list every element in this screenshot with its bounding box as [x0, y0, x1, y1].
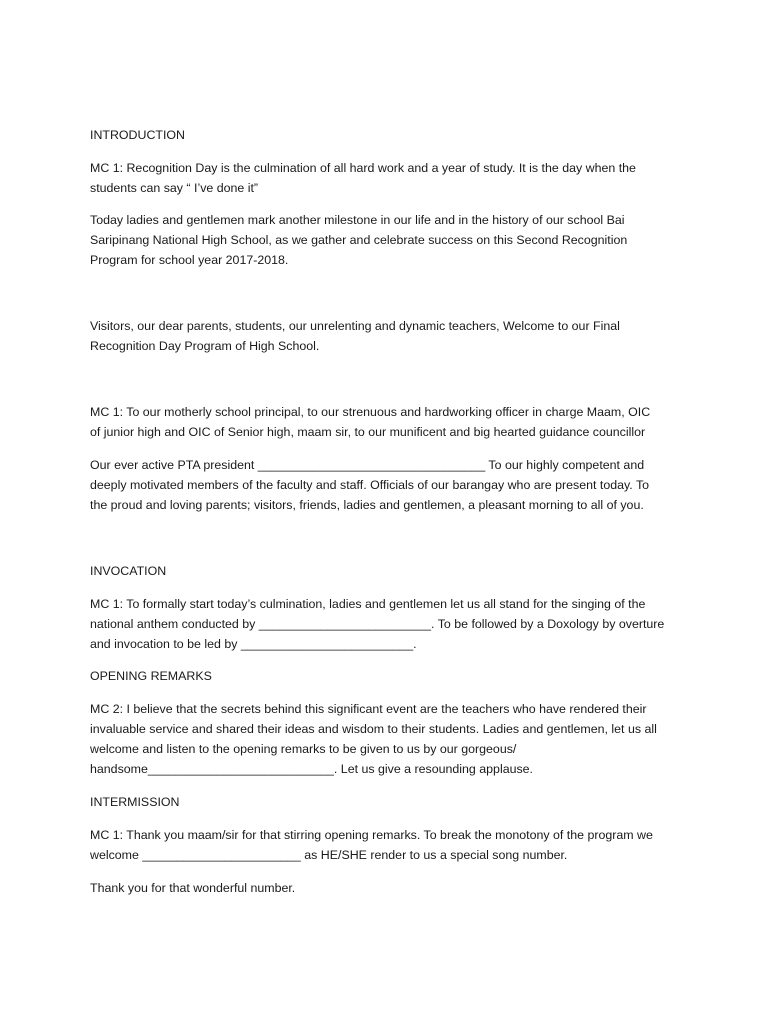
paragraph-line: Today ladies and gentlemen mark another milestone in our life and in the history of our school Bai: [90, 213, 625, 227]
paragraph-line: Our ever active PTA president _________________________________ To our highly competent and: [90, 458, 645, 472]
paragraph-line: deeply motivated members of the faculty and staff. Officials of our barangay who are present today. To: [90, 478, 650, 492]
paragraph-line: and invocation to be led by _________________________.: [90, 637, 417, 651]
paragraph-line: welcome and listen to the opening remarks to be given to us by our gorgeous/: [90, 742, 517, 756]
heading-intermission: INTERMISSION: [90, 795, 180, 809]
paragraph-line: Thank you for that wonderful number.: [90, 881, 296, 895]
paragraph-line: MC 1: Thank you maam/sir for that stirring opening remarks. To break the monotony of the program we: [90, 828, 653, 842]
paragraph-line: Program for school year 2017-2018.: [90, 253, 289, 267]
heading-introduction: INTRODUCTION: [90, 128, 185, 142]
heading-opening-remarks: OPENING REMARKS: [90, 669, 212, 683]
heading-invocation: INVOCATION: [90, 564, 167, 578]
paragraph-line: Visitors, our dear parents, students, our unrelenting and dynamic teachers, Welcome to our Final: [90, 319, 620, 333]
paragraph-line: the proud and loving parents; visitors, friends, ladies and gentlemen, a pleasant morning to all of you.: [90, 498, 644, 512]
paragraph-line: national anthem conducted by _________________________. To be followed by a Doxology by overture: [90, 617, 665, 631]
paragraph-line: students can say “ I’ve done it”: [90, 181, 259, 195]
paragraph-line: invaluable service and shared their ideas and wisdom to their students. Ladies and gentlemen, let us all: [90, 722, 657, 736]
paragraph-line: MC 1: To our motherly school principal, to our strenuous and hardworking officer in charge Maam, OIC: [90, 405, 651, 419]
paragraph-line: Saripinang National High School, as we gather and celebrate success on this Second Recognition: [90, 233, 628, 247]
paragraph-line: welcome _______________________ as HE/SHE render to us a special song number.: [90, 848, 568, 862]
paragraph-line: of junior high and OIC of Senior high, maam sir, to our munificent and big hearted guidance councillor: [90, 425, 646, 439]
paragraph-line: Recognition Day Program of High School.: [90, 339, 320, 353]
paragraph-line: handsome___________________________. Let us give a resounding applause.: [90, 762, 534, 776]
paragraph-line: MC 2: I believe that the secrets behind this significant event are the teachers who have rendered their: [90, 702, 647, 716]
paragraph-line: MC 1: Recognition Day is the culmination of all hard work and a year of study. It is the day when the: [90, 161, 636, 175]
paragraph-line: MC 1: To formally start today’s culmination, ladies and gentlemen let us all stand for the singing of the: [90, 597, 646, 611]
